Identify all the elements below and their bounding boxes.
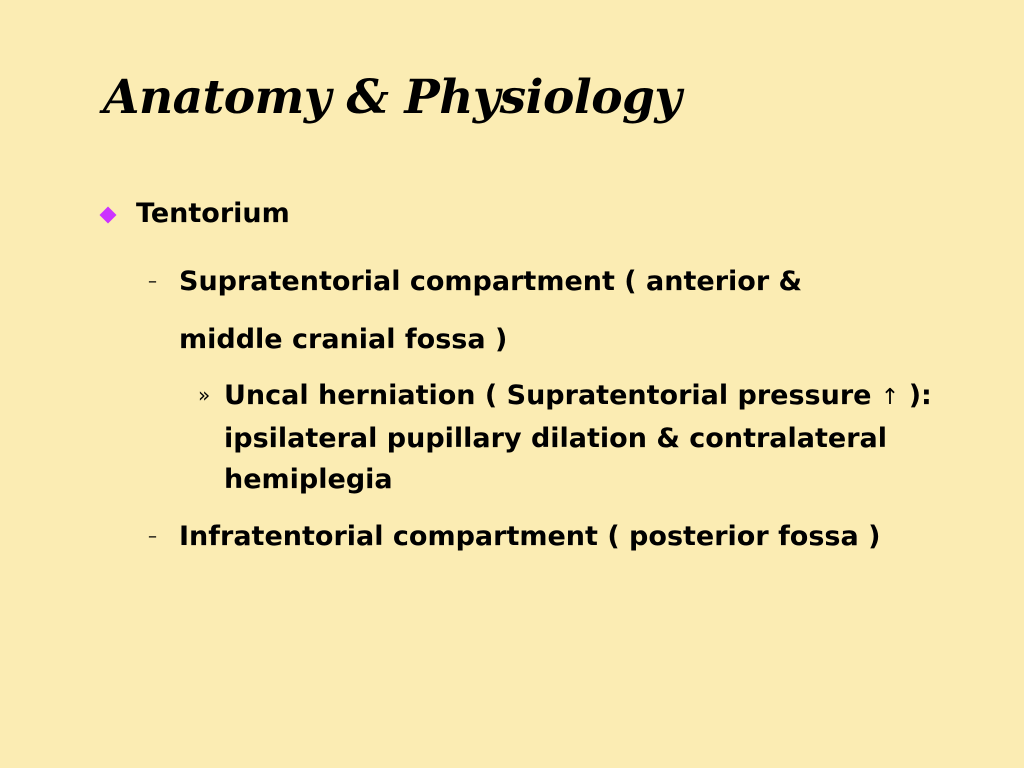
bullet-supratentorial-text: Supratentorial compartment ( anterior & middle cranial fossa ) (179, 266, 803, 355)
uncal-text-part1: Uncal herniation ( Supratentorial pressure (224, 380, 881, 411)
uncal-text-part2: ): ipsilateral pupillary dilation & contralateral hemiplegia (224, 380, 932, 495)
slide-title: Anatomy & Physiology (103, 70, 682, 125)
raquo-bullet-marker: » (198, 383, 211, 407)
diamond-bullet-icon (100, 207, 117, 224)
bullet-uncal-herniation-text (224, 375, 939, 500)
bullet-tentorium-text: Tentorium (136, 198, 290, 229)
bullet-supratentorial (148, 253, 928, 369)
bullet-tentorium (98, 198, 290, 230)
bullet-infratentorial (148, 508, 928, 566)
dash-bullet-marker: – (148, 526, 157, 547)
dash-bullet-marker: – (148, 271, 157, 292)
bullet-infratentorial-text: Infratentorial compartment ( posterior fossa ) (179, 521, 881, 552)
bullet-uncal-herniation (198, 375, 958, 500)
up-arrow-icon: ↑ (880, 385, 900, 410)
